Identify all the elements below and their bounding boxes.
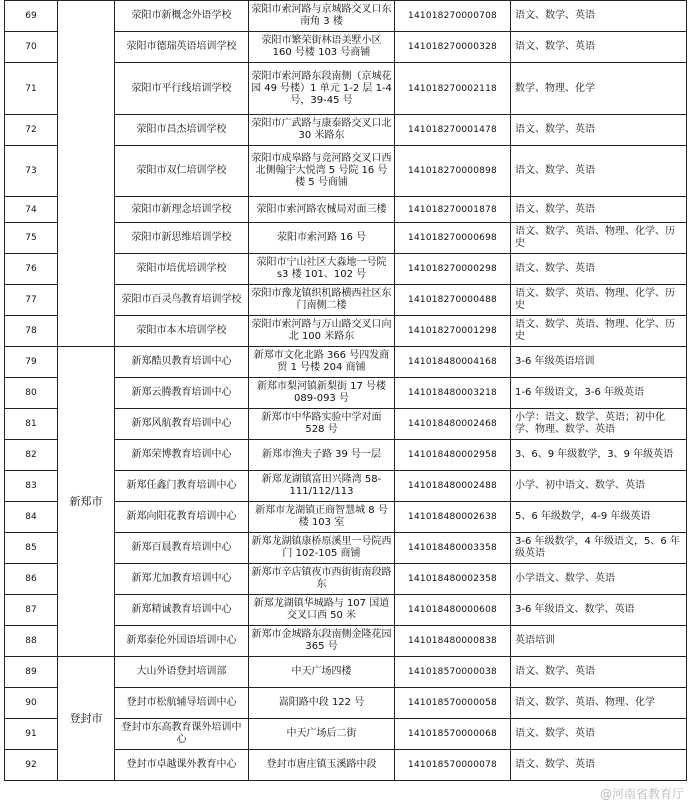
city-cell-dengfeng: 登封市 <box>58 657 115 781</box>
row-number: 82 <box>5 440 58 471</box>
subjects: 英语培训 <box>511 626 687 657</box>
license-number: 141018480002488 <box>395 471 511 502</box>
license-number: 141018270001878 <box>395 197 511 223</box>
subjects: 语文、数学、英语 <box>511 197 687 223</box>
row-number: 80 <box>5 378 58 409</box>
institution-address: 荥阳市索河路农械局对面三楼 <box>249 197 395 223</box>
license-number: 141018480000838 <box>395 626 511 657</box>
license-number: 141018480002958 <box>395 440 511 471</box>
row-number: 87 <box>5 595 58 626</box>
institution-name: 荥阳市昌杰培训学校 <box>115 115 249 146</box>
row-number: 71 <box>5 63 58 115</box>
license-number: 141018270001478 <box>395 115 511 146</box>
row-number: 86 <box>5 564 58 595</box>
subjects: 语文、数学、英语 <box>511 657 687 688</box>
subjects: 小学语文、数学、英语 <box>511 564 687 595</box>
institution-name: 荥阳市本木培训学校 <box>115 316 249 347</box>
row-number: 78 <box>5 316 58 347</box>
license-number: 141018270000708 <box>395 1 511 32</box>
subjects: 语文、数学、英语、物理、化学 <box>511 688 687 719</box>
institution-name: 登封市东高教育课外培训中心 <box>115 719 249 750</box>
institution-name: 登封市卓越课外教育中心 <box>115 750 249 781</box>
license-number: 141018480002468 <box>395 409 511 440</box>
row-number: 89 <box>5 657 58 688</box>
row-number: 79 <box>5 347 58 378</box>
institution-address: 荥阳市豫龙镇织机路横西社区东门南侧二楼 <box>249 285 395 316</box>
license-number: 141018270000328 <box>395 32 511 63</box>
row-number: 76 <box>5 254 58 285</box>
institution-address: 荥阳市索河路与京城路交叉口东南角 3 楼 <box>249 1 395 32</box>
institution-name: 荥阳市新概念外语学校 <box>115 1 249 32</box>
license-number: 141018270000698 <box>395 223 511 254</box>
license-number: 141018480003358 <box>395 533 511 564</box>
table-row <box>5 347 687 378</box>
institution-name: 新郑百晨教育培训中心 <box>115 533 249 564</box>
subjects: 语文、数学、英语 <box>511 719 687 750</box>
license-number: 141018270000898 <box>395 146 511 197</box>
license-number: 141018270001298 <box>395 316 511 347</box>
institution-name: 荥阳市培优培训学校 <box>115 254 249 285</box>
subjects: 小学、初中语文、数学、英语 <box>511 471 687 502</box>
row-number: 85 <box>5 533 58 564</box>
subjects: 语文、数学、英语 <box>511 1 687 32</box>
subjects: 3-6 年级英语培训 <box>511 347 687 378</box>
institution-address: 新郑市金城路东段南侧金隆花园 365 号 <box>249 626 395 657</box>
license-number: 141018570000078 <box>395 750 511 781</box>
city-cell-xingyang <box>58 1 115 347</box>
subjects: 数学、物理、化学 <box>511 63 687 115</box>
row-number: 69 <box>5 1 58 32</box>
city-cell-xinzheng: 新郑市 <box>58 347 115 657</box>
row-number: 73 <box>5 146 58 197</box>
table-row <box>5 657 687 688</box>
subjects: 5、6 年级数学，4-9 年级英语 <box>511 502 687 533</box>
institution-name: 新郑泰伦外国语培训中心 <box>115 626 249 657</box>
row-number: 83 <box>5 471 58 502</box>
row-number: 75 <box>5 223 58 254</box>
subjects: 语文、数学、英语 <box>511 32 687 63</box>
institution-name: 新郑向阳花教育培训中心 <box>115 502 249 533</box>
subjects: 语文、数学、英语、物理、化学、历史 <box>511 285 687 316</box>
institution-address: 登封市唐庄镇玉溪路中段 <box>249 750 395 781</box>
subjects: 语文、数学、英语 <box>511 750 687 781</box>
license-number: 141018480004168 <box>395 347 511 378</box>
institution-address: 新郑龙湖镇康桥原溪里一号院西门 102-105 商铺 <box>249 533 395 564</box>
institution-address: 荥阳市索河路东段南侧（京城花园 49 号楼）1 单元 1-2 层 1-4 号，39-45 号 <box>249 63 395 115</box>
row-number: 77 <box>5 285 58 316</box>
license-number: 141018480002638 <box>395 502 511 533</box>
license-number: 141018570000068 <box>395 719 511 750</box>
watermark: @河南省教育厅 <box>599 787 684 801</box>
institution-name: 新郑任鑫门教育培训中心 <box>115 471 249 502</box>
institution-address: 中天广场后二街 <box>249 719 395 750</box>
institution-address: 新郑市文化北路 366 号四发商贸 1 号楼 204 商铺 <box>249 347 395 378</box>
subjects: 1-6 年级语文，3-6 年级英语 <box>511 378 687 409</box>
subjects: 3-6 年级语文、数学、英语 <box>511 595 687 626</box>
subjects: 语文、数学、英语、物理、化学、历史 <box>511 223 687 254</box>
institution-name: 荥阳市百灵鸟教育培训学校 <box>115 285 249 316</box>
institution-name: 荥阳市新思维培训学校 <box>115 223 249 254</box>
subjects: 语文、数学、英语 <box>511 146 687 197</box>
institution-name: 荥阳市平行线培训学校 <box>115 63 249 115</box>
institution-name: 新郑荣博教育培训中心 <box>115 440 249 471</box>
subjects: 3-6 年级数学，4 年级语文，5、6 年级英语 <box>511 533 687 564</box>
license-number: 141018570000058 <box>395 688 511 719</box>
institution-address: 荥阳市索河路与万山路交叉口向北 100 米路东 <box>249 316 395 347</box>
license-number: 141018270000298 <box>395 254 511 285</box>
subjects: 语文、数学、英语、物理、化学、历史 <box>511 316 687 347</box>
institution-name: 新郑云腾教育培训中心 <box>115 378 249 409</box>
institution-address: 新郑市渔夫子路 39 号一层 <box>249 440 395 471</box>
license-number: 141018480000608 <box>395 595 511 626</box>
institution-address: 新郑市中华路实验中学对面 528 号 <box>249 409 395 440</box>
row-number: 92 <box>5 750 58 781</box>
license-number: 141018570000038 <box>395 657 511 688</box>
institution-name: 登封市松航辅导培训中心 <box>115 688 249 719</box>
institution-address: 新郑龙湖镇华城路与 107 国道交叉口西 50 米 <box>249 595 395 626</box>
institution-name: 新郑风航教育培训中心 <box>115 409 249 440</box>
institution-table <box>4 0 687 781</box>
institution-address: 荥阳市索河路 16 号 <box>249 223 395 254</box>
institution-address: 荥阳市广武路与康泰路交叉口北 30 米路东 <box>249 115 395 146</box>
institution-address: 中天广场四楼 <box>249 657 395 688</box>
row-number: 72 <box>5 115 58 146</box>
institution-name: 荥阳市双仁培训学校 <box>115 146 249 197</box>
institution-address: 新郑市梨河镇新梨街 17 号楼 089-093 号 <box>249 378 395 409</box>
institution-address: 荥阳市繁荣街林语美墅小区 160 号楼 103 号商铺 <box>249 32 395 63</box>
license-number: 141018270000488 <box>395 285 511 316</box>
subjects: 语文、数学、英语 <box>511 254 687 285</box>
subjects: 语文、数学、英语 <box>511 115 687 146</box>
row-number: 90 <box>5 688 58 719</box>
institution-name: 荥阳市新理念培训学校 <box>115 197 249 223</box>
institution-address: 荥阳市宁山社区大淼地一号院 s3 楼 101、102 号 <box>249 254 395 285</box>
subjects: 3、6、9 年级数学，3、9 年级英语 <box>511 440 687 471</box>
row-number: 74 <box>5 197 58 223</box>
table-row <box>5 1 687 32</box>
institution-address: 新郑龙湖镇富田兴隆湾 58-111/112/113 <box>249 471 395 502</box>
institution-name: 大山外语登封培训部 <box>115 657 249 688</box>
institution-address: 荥阳市成皋路与竞河路交叉口西北侧翰宇大悦湾 5 号院 16 号楼 5 号商铺 <box>249 146 395 197</box>
row-number: 84 <box>5 502 58 533</box>
institution-address: 嵩阳路中段 122 号 <box>249 688 395 719</box>
row-number: 88 <box>5 626 58 657</box>
institution-name: 荥阳市德瑞英语培训学校 <box>115 32 249 63</box>
institution-address: 新郑市龙湖镇正商智慧城 8 号楼 103 室 <box>249 502 395 533</box>
row-number: 91 <box>5 719 58 750</box>
institution-address: 新郑市辛店镇夜市西街街南段路东 <box>249 564 395 595</box>
row-number: 81 <box>5 409 58 440</box>
subjects: 小学：语文、数学、英语；初中化学、物理、数学、英语 <box>511 409 687 440</box>
institution-name: 新郑精诚教育培训中心 <box>115 595 249 626</box>
license-number: 141018270002118 <box>395 63 511 115</box>
license-number: 141018480002358 <box>395 564 511 595</box>
institution-name: 新郑尤加教育培训中心 <box>115 564 249 595</box>
institution-name: 新郑酷贝教育培训中心 <box>115 347 249 378</box>
license-number: 141018480003218 <box>395 378 511 409</box>
row-number: 70 <box>5 32 58 63</box>
